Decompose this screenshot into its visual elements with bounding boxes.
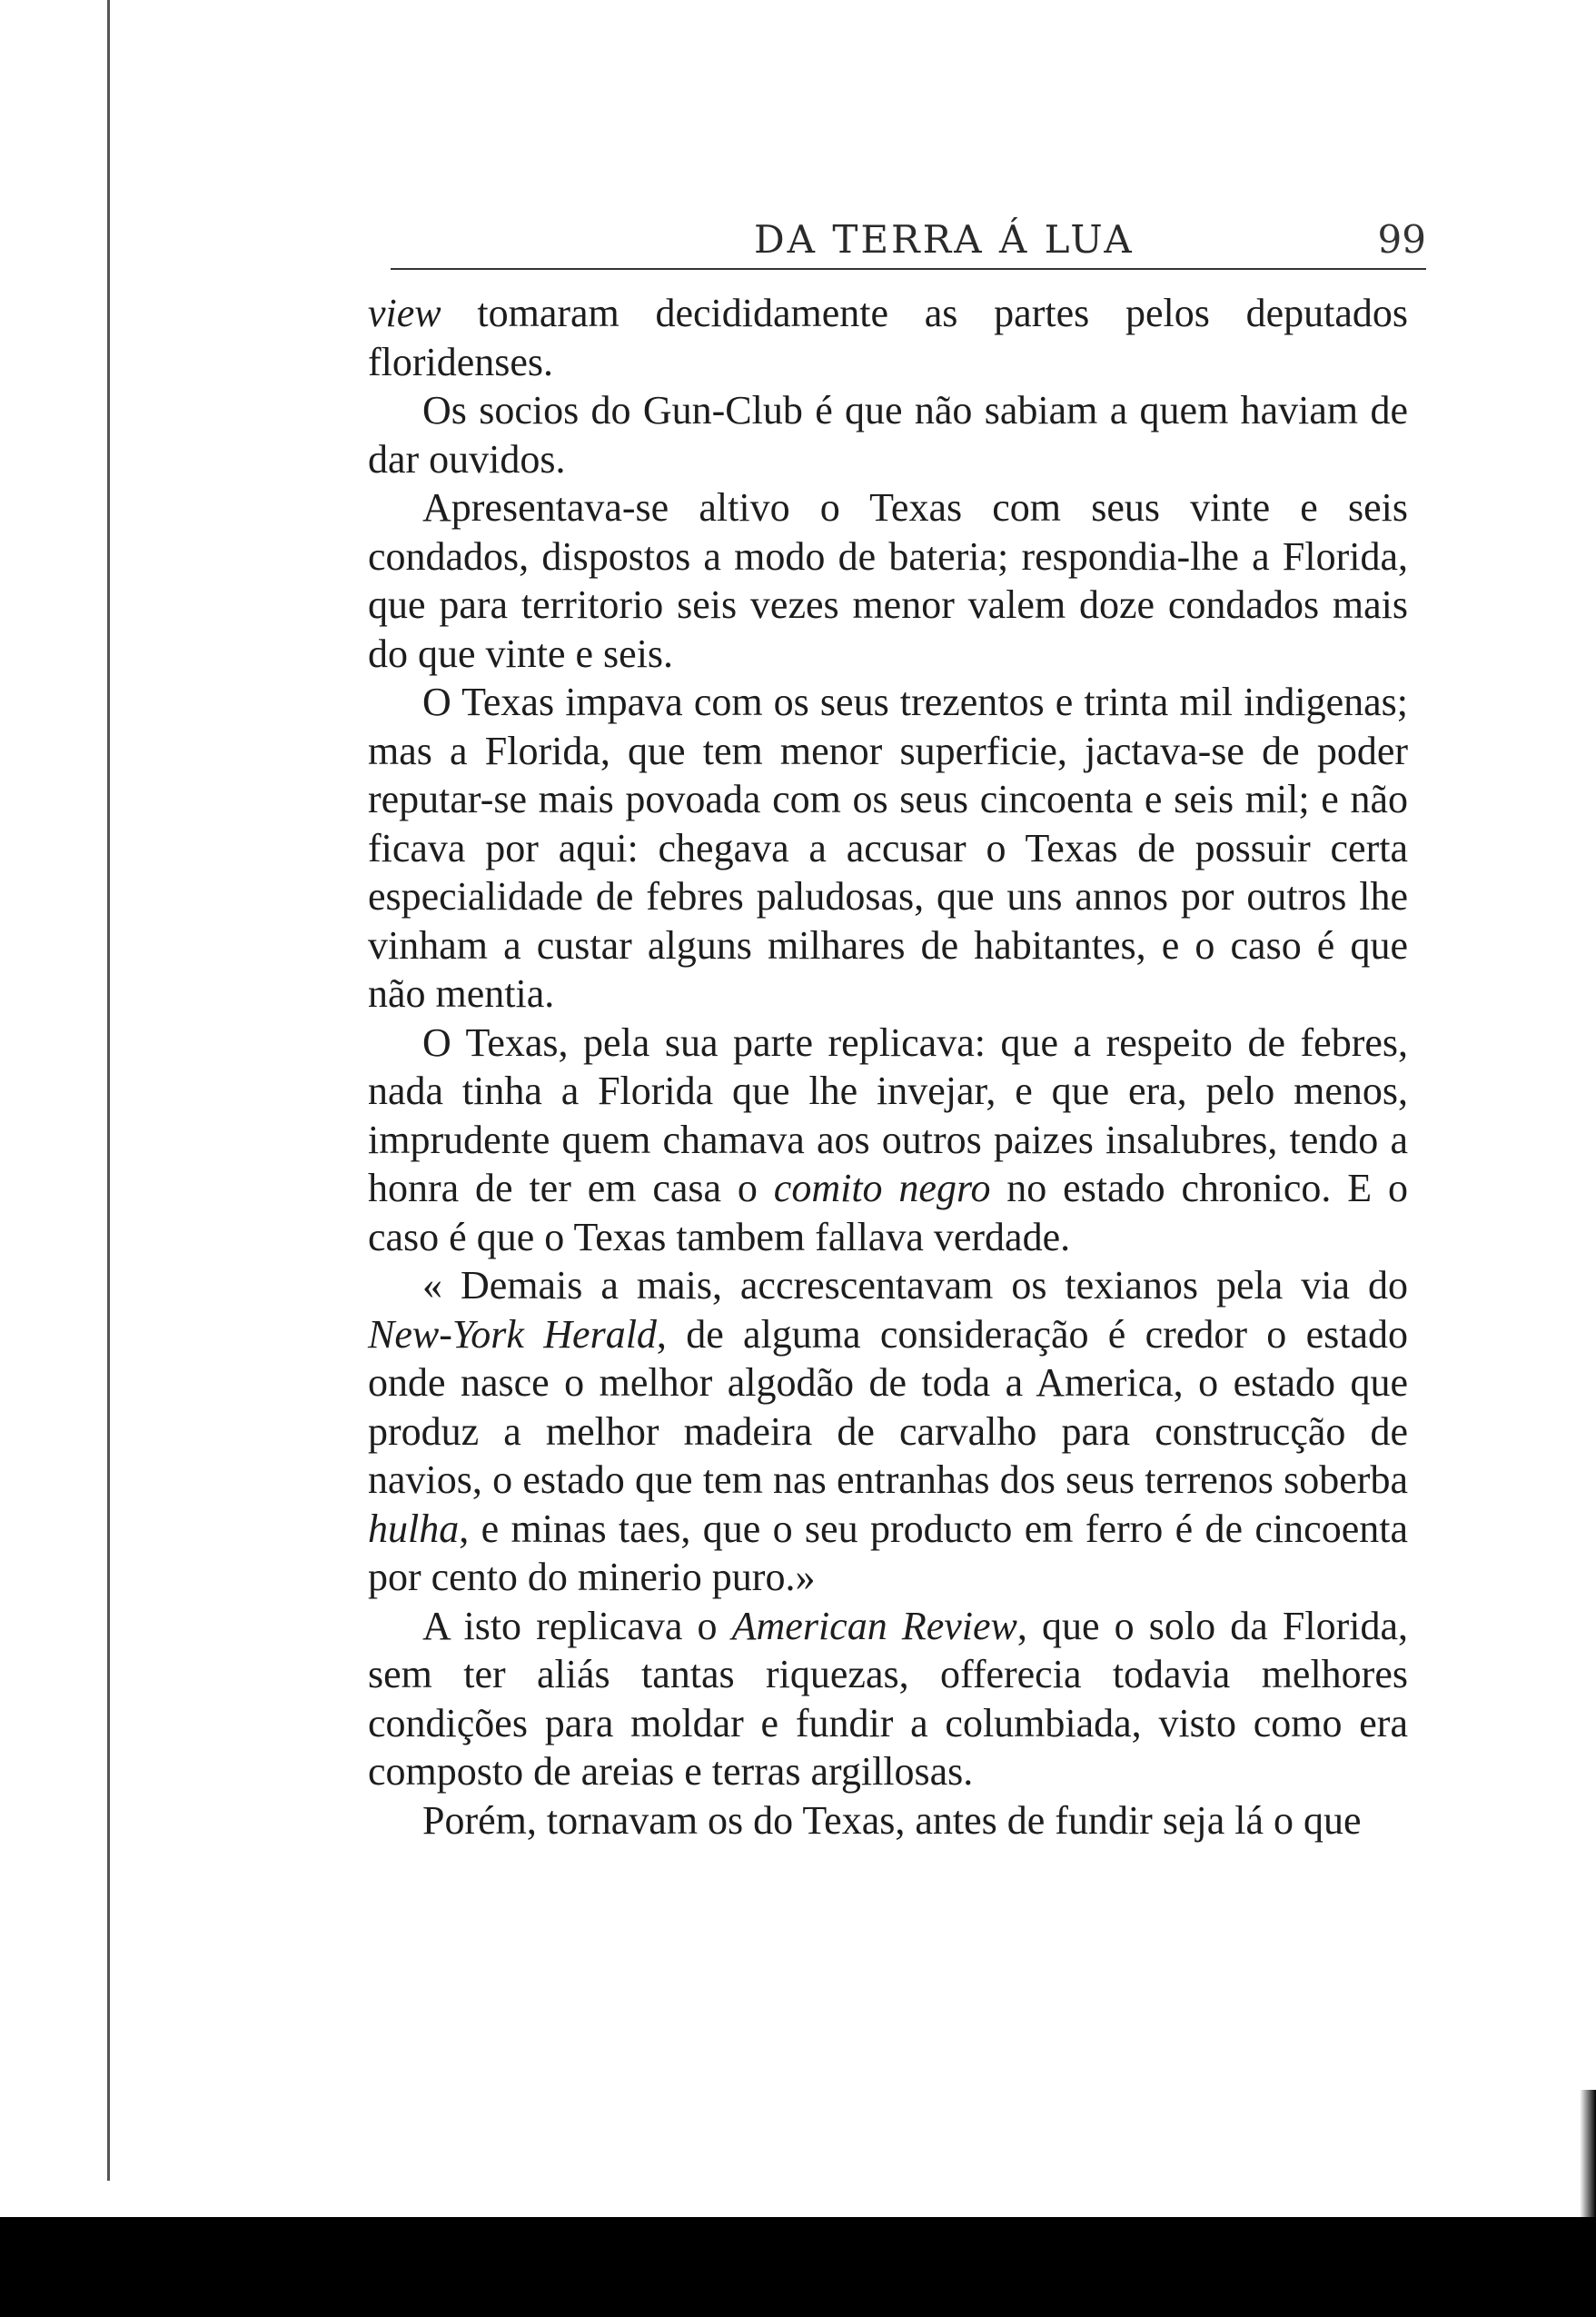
scan-edge-artifact	[1580, 2090, 1596, 2217]
text-run: view	[368, 291, 441, 335]
text-run: New-York Herald	[368, 1311, 657, 1357]
text-run: tomaram decididamente as partes pelos deputados floridenses.	[368, 291, 1408, 384]
paragraph	[368, 483, 1408, 678]
page-number: 99	[1377, 217, 1426, 262]
paragraph	[368, 1261, 1408, 1602]
paragraph	[368, 1602, 1408, 1796]
paragraph	[368, 1019, 1408, 1262]
text-run: O Texas, pela sua parte replicava: que a respeito de febres, nada tinha a Florida que lhe invejar, e que era, pelo menos, imprudente quem chamava aos outros paizes insalubres, tendo a honra de ter em casa o	[368, 1019, 1408, 1210]
text-run: O Texas impava com os seus trezentos e trinta mil indigenas; mas a Florida, que tem menor superficie, jactava-se de poder reputar-se mais povoada com os seus cincoenta e seis mil; e não ficava por aqui: chegava a accusar o Texas de possuir certa especialidade de febres paludosas, que uns annos por outros lhe vinham a custar alguns milhares de habitantes, e o caso é que não mentia.	[368, 680, 1408, 1016]
body-text	[368, 289, 1408, 1845]
page-header	[391, 204, 1426, 270]
text-run: hulha	[368, 1506, 460, 1551]
text-run: Os socios do Gun-Club é que não sabiam a quem haviam de dar ouvidos.	[368, 388, 1408, 482]
paragraph	[368, 678, 1408, 1019]
text-run: American Review	[731, 1603, 1017, 1648]
paragraph	[368, 1796, 1408, 1845]
text-run: no estado chronico. E o caso é que o Texas tambem fallava verdade.	[368, 1166, 1408, 1259]
text-run: , de alguma consideração é credor o estado onde nasce o melhor algodão de toda a America, o estado que produz a melhor madeira de carvalho para construcção de navios, o estado que tem nas entranhas dos seus terrenos soberba	[368, 1311, 1408, 1502]
paragraph	[368, 386, 1408, 483]
text-run: , e minas taes, que o seu producto em ferro é de cincoenta por cento do minerio puro.»	[368, 1506, 1408, 1599]
paragraph	[368, 289, 1408, 386]
text-run: comito negro	[773, 1166, 991, 1210]
text-run: Apresentava-se altivo o Texas com seus vinte e seis condados, dispostos a modo de bateria; respondia-lhe a Florida, que para territorio seis vezes menor valem doze condados mais do que vinte e seis.	[368, 485, 1408, 676]
scan-margin-artifact	[107, 0, 164, 2181]
scan-bottom-shadow	[0, 2217, 1596, 2317]
text-run: A isto replicava o	[422, 1603, 732, 1648]
text-run: Porém, tornavam os do Texas, antes de fundir seja lá o que	[422, 1797, 1362, 1843]
text-run: , que o solo da Florida, sem ter aliás tantas riquezas, offerecia todavia melhores condições para moldar e fundir a columbiada, visto como era composto de areias e terras argillosas.	[368, 1603, 1409, 1794]
running-title: DA TERRA Á LUA	[754, 217, 1135, 262]
text-run: « Demais a mais, accrescentavam os texianos pela via do	[422, 1263, 1408, 1308]
